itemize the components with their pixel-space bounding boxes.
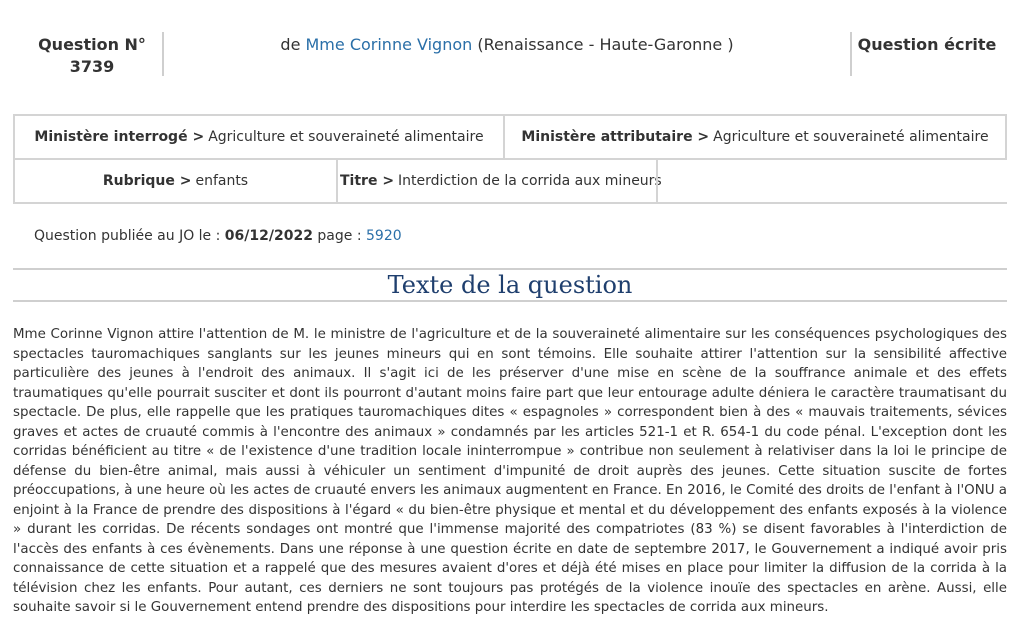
question-header — [0, 30, 1024, 80]
author-line — [164, 34, 850, 56]
title-cell — [336, 158, 662, 204]
ministry-asked-label: Ministère interrogé > — [34, 129, 205, 145]
title-value: Interdiction de la corrida aux mineurs — [398, 173, 662, 189]
info-table — [13, 114, 1007, 204]
ministry-asked-cell — [13, 114, 505, 160]
title-label: Titre > — [340, 173, 395, 189]
ministry-asked-value: Agriculture et souveraineté alimentaire — [208, 129, 484, 145]
publication-label: Question publiée au JO le : — [34, 228, 221, 244]
empty-cell — [656, 158, 1007, 204]
rubric-cell — [13, 158, 338, 204]
ministry-assigned-label: Ministère attributaire > — [521, 129, 710, 145]
publication-date: 06/12/2022 — [224, 228, 313, 244]
question-number-value: 3739 — [69, 57, 115, 76]
rubric-value: enfants — [195, 173, 249, 189]
question-number-label: Question N° — [38, 35, 146, 54]
author-prefix: de — [280, 35, 301, 54]
author-group: (Renaissance - Haute-Garonne ) — [477, 35, 734, 54]
publication-page-label: page : — [317, 228, 362, 244]
publication-line — [34, 228, 402, 244]
ministry-assigned-cell — [503, 114, 1007, 160]
question-text: Mme Corinne Vignon attire l'attention de M. le ministre de l'agriculture et de la souveraineté alimentaire sur les conséquences psychologiques des spectacles tauromachiques sanglants sur les jeunes mineurs qui en sont témoins. Elle souhaite attirer l'attention sur la sensibilité affective particulière des jeunes à l'endroit des animaux. Il s'agit ici de les préserver d'une mise en scène de la souffrance animale et des effets traumatiques qu'elle pourrait susciter et dont ils pourront d'autant moins faire part que leur entourage adulte déniera le caractère traumatisant du spectacle. De plus, elle rappelle que les pratiques tauromachiques dites « espagnoles » correspondent bien à des « mauvais traitements, sévices graves et actes de cruauté commis à l'encontre des animaux » condamnés par les articles 521-1 et R. 654-1 du code pénal. L'exception dont les corridas bénéficient au titre « de l'existence d'une tradition locale ininterrompue » contribue non seulement à relativiser dans la loi le principe de défense du bien-être animal, mais aussi à véhiculer un sentiment d'impunité de droit auprès des jeunes. Cette situation suscite de fortes préoccupations, à une heure où les actes de cruauté envers les animaux augmentent en France. En 2016, le Comité des droits de l'enfant à l'ONU a enjoint à la France de prendre des dispositions à l'égard « du bien-être physique et mental et du développement des enfants exposés à la violence » durant les corridas. De récents sondages ont montré que l'immense majorité des compatriotes (83 %) se disent favorables à l'interdiction de l'accès des enfants à ces évènements. Dans une réponse à une question écrite en date de septembre 2017, le Gouvernement a indiqué avoir pris connaissance de cette situation et a rappelé que des mesures avaient d'ores et déjà été mises en place pour limiter la diffusion de la corrida à la télévision chez les enfants. Pour autant, ces derniers ne sont toujours pas protégés de la violence inouïe des spectacles en arène. Aussi, elle souhaite savoir si le Gouvernement entend prendre des dispositions pour interdire les spectacles de corrida aux mineurs. — [13, 327, 1007, 615]
author-link[interactable]: Mme Corinne Vignon — [305, 35, 473, 54]
publication-page-link[interactable]: 5920 — [366, 228, 402, 244]
question-number — [22, 34, 162, 78]
question-type: Question écrite — [857, 35, 997, 54]
section-divider-top — [13, 268, 1007, 270]
ministry-assigned-value: Agriculture et souveraineté alimentaire — [713, 129, 989, 145]
rubric-label: Rubrique > — [102, 173, 192, 189]
section-divider-bottom — [13, 300, 1007, 302]
section-title: Texte de la question — [387, 271, 633, 299]
